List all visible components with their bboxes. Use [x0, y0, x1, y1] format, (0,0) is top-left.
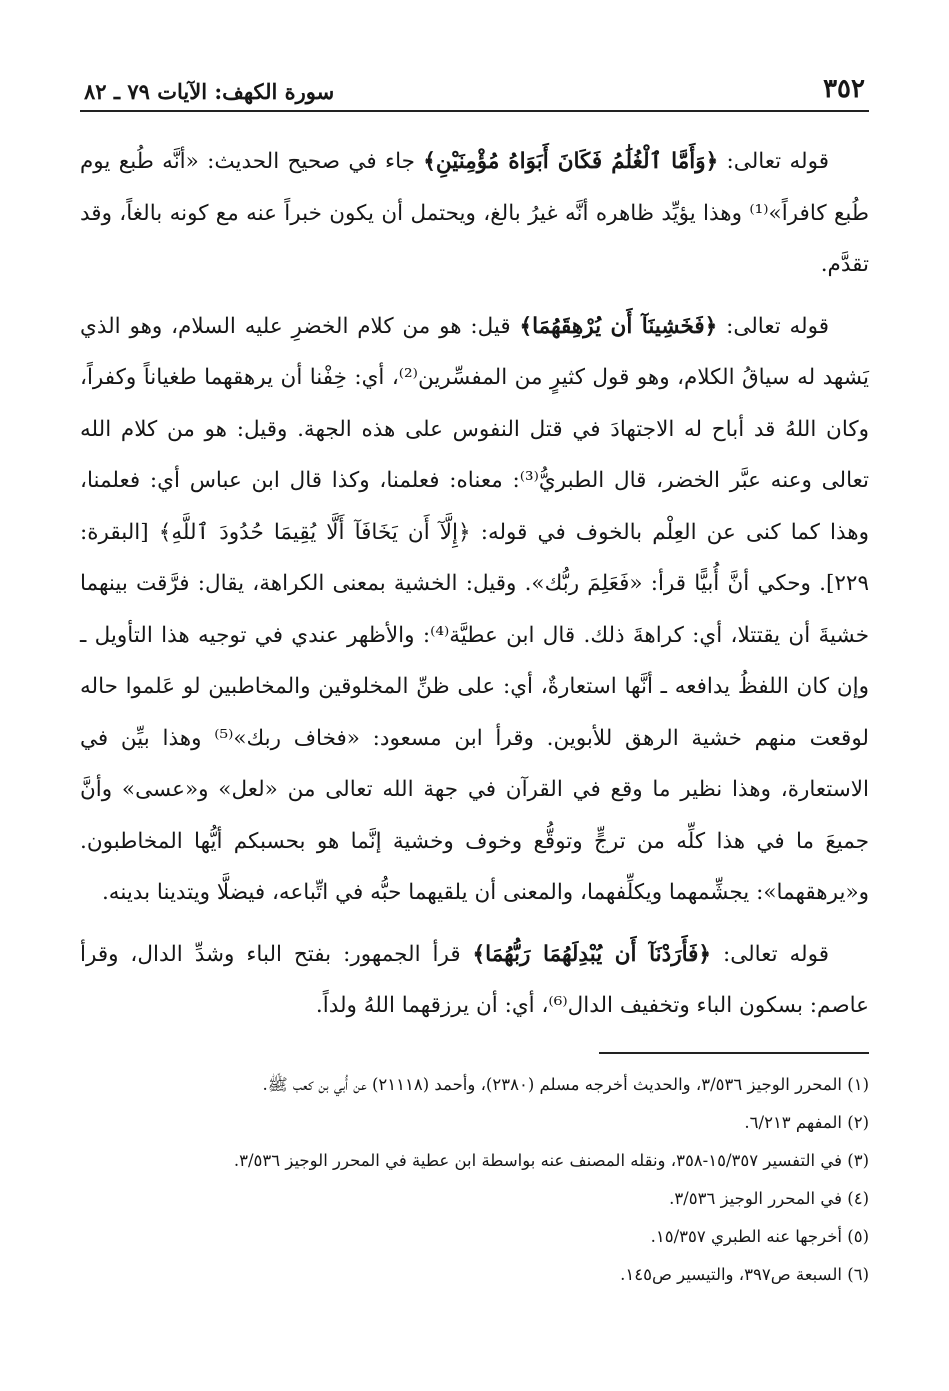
- running-head: [80, 60, 869, 112]
- footnote-2: (٢) المفهم ٦/٢١٣.: [744, 1112, 869, 1132]
- footnotes: [80, 1066, 869, 1294]
- quran-verse: ﴿فَخَشِينَآ أَن يُرْهِقَهُمَا﴾: [519, 313, 718, 339]
- surah-title: سورة الكهف: الآيات ٧٩ ـ ٨٢: [84, 79, 335, 104]
- page-number: ٣٥٢: [823, 74, 865, 104]
- paragraph-text: قيل: هو من كلام الخضرِ عليه السلام، وهو الذي يَشهد له سياقُ الكلام، وهو قول كثيرٍ من المفسِّرين⁽²⁾، أي: خِفْنا أن يرهقهما طغياناً وكفراً، وكان اللهُ قد أباح له الاجتهادَ في قتل النفوس على هذه الجهة. وقيل: هو من كلام الله تعالى وعنه عبَّر الخضر، قال الطبريُّ⁽³⁾: معناه: فعلمنا، وكذا قال ابن عباس أي: فعلمنا، وهذا كما كنى عن العِلْم بالخوف في قوله: ﴿إِلَّآ أَن يَخَافَآ أَلَّا يُقِيمَا حُدُودَ ٱللَّهِ﴾ [البقرة: ٢٢٩]. وحكي أنَّ أُبيًّا قرأ: «فَعَلِمَ ربُّك». وقيل: الخشية بمعنى الكراهة، يقال: فرَّقت بينهما خشيةَ أن يقتتلا، أي: كراهةَ ذلك. قال ابن عطيَّة⁽⁴⁾: والأظهر عندي في توجيه هذا التأويل ـ وإن كان اللفظُ يدافعه ـ أنَّها استعارةٌ، أي: على ظنِّ المخلوقين والمخاطبين لو عَلموا حاله لوقعت منهم خشية الرهق للأبوين. وقرأ ابن مسعود: «فخاف ربك»⁽⁵⁾ وهذا بيِّن في الاستعارة، وهذا نظير ما وقع في القرآن في جهة الله تعالى من «لعل» و«عسى» وأنَّ جميعَ ما في هذا كلِّه من ترجٍّ وتوقُّع وخوف وخشية إنَّما هو بحسبكم أيُّها المخاطبون. و«يرهقهما»: يجشِّمهما ويكلِّفهما، والمعنى أن يلقيهما حبُّه في اتِّباعه، فيضلَّا ويتدينا بدينه.: [80, 313, 870, 905]
- paragraph-2: [80, 301, 869, 919]
- footnote-3: (٣) في التفسير ١٥/٣٥٧-٣٥٨، ونقله المصنف عنه بواسطة ابن عطية في المحرر الوجيز ٣/٥٣٦.: [233, 1150, 869, 1170]
- paragraph-text: جاء في صحيح الحديث: «أنَّه طُبع يوم طُبع كافراً»⁽¹⁾ وهذا يؤيِّد ظاهره أنَّه غيرُ بالغ، ويحتمل أن يكون خبراً عنه مع كونه بالغاً، وقد تقدَّم.: [80, 149, 869, 277]
- paragraph-text: قرأ الجمهور: بفتح الباء وشدِّ الدال، وقرأ عاصم: بسكون الباء وتخفيف الدال⁽⁶⁾، أي: أن يرزقهما اللهُ ولداً.: [80, 941, 869, 1018]
- footnote-1: (١) المحرر الوجيز ٣/٥٣٦، والحديث أخرجه مسلم (٢٣٨٠)، وأحمد (٢١١١٨) عن أُبي بن كعب ﷺ.: [262, 1074, 869, 1094]
- quran-verse: ﴿فَأَرَدْنَآ أَن يُبْدِلَهُمَا رَبُّهُمَا﴾: [472, 941, 712, 967]
- quran-verse: ﴿وَأَمَّا ٱلْغُلَٰمُ فَكَانَ أَبَوَاهُ مُؤْمِنَيْنِ﴾: [423, 149, 719, 174]
- footnote-6: (٦) السبعة ص٣٩٧، والتيسير ص١٤٥.: [620, 1264, 869, 1284]
- paragraph-intro: قوله تعالى:: [717, 313, 829, 339]
- footnote-4: (٤) في المحرر الوجيز ٣/٥٣٦.: [669, 1188, 869, 1208]
- footnote-separator: [599, 1052, 869, 1054]
- paragraph-1: [80, 136, 869, 291]
- paragraph-intro: قوله تعالى:: [711, 941, 829, 967]
- footnote-5: (٥) أخرجها عنه الطبري ١٥/٣٥٧.: [650, 1226, 869, 1246]
- body-text: [80, 136, 869, 1032]
- paragraph-3: [80, 929, 869, 1032]
- paragraph-intro: قوله تعالى:: [718, 149, 829, 174]
